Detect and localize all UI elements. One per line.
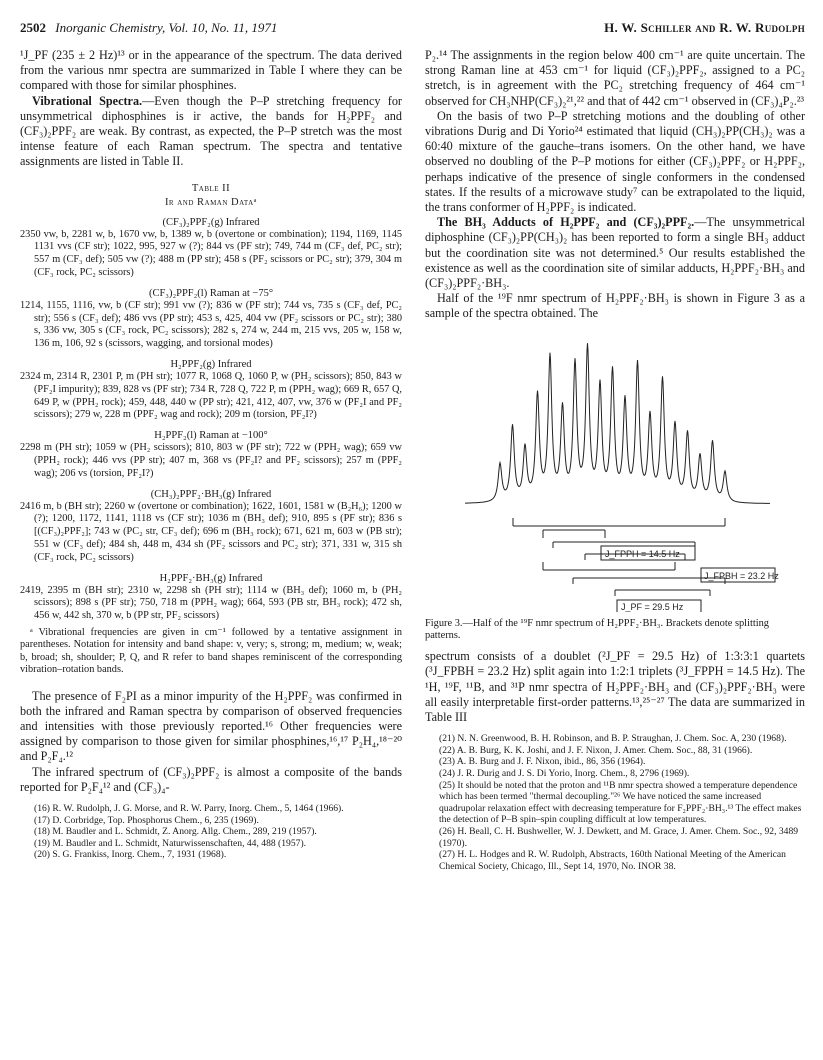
left-column — [20, 48, 402, 861]
paragraph: Half of the ¹⁹F nmr spectrum of H₂PPF₂·BH₃ is shown in Figure 3 as a sample of the spectra obtained. The — [425, 291, 805, 321]
table-section-body: 2350 vw, b, 2281 w, b, 1670 vw, b, 1389 w, b (overtone or combination); 1194, 1169, 1145 1131 vvs (CF str); 1022, 995, 927 w (?); 844 vs (PF str); 749, 744 m (CF₃ def, PC₂ str); 557 m (CF₃ def); 505 vw (?); 488 m (PP str); 458 s (PF₂ scissors or PC₂ str); 379, 304 m (CF₃ rock, PC₂ scissors) — [20, 228, 402, 279]
table-section-title: H₂PPF₂(l) Raman at −100° — [154, 430, 268, 442]
reference-item: (16) R. W. Rudolph, J. G. Morse, and R. W. Parry, Inorg. Chem., 5, 1464 (1966). — [34, 803, 344, 814]
table-section-body: 2324 m, 2314 R, 2301 P, m (PH str); 1077 R, 1068 Q, 1060 P, w (PH₂ scissors); 850, 843 w (PF₂I impurity); 839, 828 vs (PF str); 734 R, 728 Q, 722 P, m (PPH₂ wag); 669 R, 657 Q, 649 P, w (PPH₂ rock); 459, 448, 440 w (PP str); 421, 412, 407, vw, 376 w (PF₂I and PF₂ scissors); 279 w, 228 m (PPF₂ wag and rock); 209 m (torsion, PF₂I?) — [20, 371, 402, 421]
references-right — [425, 733, 805, 872]
paragraph-vibrational — [20, 94, 402, 170]
table-section-body: 2298 m (PH str); 1059 w (PH₂ scissors); 810, 803 w (PF str); 722 w (PPH₂ wag); 659 vw (PPH₂ rock); 446 vvs (PP str); 407 m, 368 vs (PF₂I? and PF₂ scissors); 257 m (PPF₂ wag); 206 vs (torsion, PF₂I?) — [20, 442, 402, 479]
coupling-label-pf: J_PF = 29.5 Hz — [621, 601, 684, 612]
section-text: —The unsymmetrical diphosphine (CF₃)₂PP(CH₃)₂ has been reported to form a single BH₃ adduct but the coordination site was not determined.⁵ Our results established the existence as well as the coordination site of similar adducts, H₂PPF₂·BH₃ and (CF₃)₂PPF₂·BH₃. — [425, 215, 805, 291]
table-section-title: (CF₃)₂PPF₂(g) Infrared — [162, 216, 260, 228]
bracket — [573, 578, 725, 584]
coupling-label-fpbh: J_FPBH = 23.2 Hz — [704, 570, 779, 581]
table-section-title: (CF₃)₂PPF₂(l) Raman at −75° — [148, 287, 274, 299]
bracket — [543, 530, 605, 538]
reference-item: (21) N. N. Greenwood, B. H. Robinson, and B. P. Straughan, J. Chem. Soc. A, 230 (1968). — [439, 733, 787, 745]
table-section-body: 1214, 1155, 1116, vw, b (CF str); 991 vw (?); 836 w (PF str); 744 vs, 735 s (CF₃ def, PC₂ str); 556 s (CF₃ def); 486 vvs (PP str); 453 s, 425, 404 vw (PF₂ scissors or PC₂ str); 380 s, 336 vw, 305 s (CF₃ rock, PC₂ scissors); 282 s, 274 w, 244 m, 215 vvs, 205 w, 158 w, 136 m, 106, 92 s (scissors, wagging, and torsional modes) — [20, 299, 402, 350]
running-authors: H. W. Schiller and R. W. Rudolph — [604, 20, 805, 35]
reference-item: (19) M. Baudler and L. Schmidt, Naturwissenschaften, 44, 488 (1957). — [34, 837, 307, 849]
section-heading: Vibrational Spectra. — [32, 93, 143, 108]
reference-item: (22) A. B. Burg, K. K. Joshi, and J. F. Nixon, J. Amer. Chem. Soc., 88, 31 (1966). — [439, 744, 753, 756]
table-title: Table II — [191, 182, 231, 194]
paragraph: The infrared spectrum of (CF₃)₂PPF₂ is almost a composite of the bands reported for P₂F₄¹² and (CF₃)₄- — [20, 764, 402, 794]
section-text: —Even though the P–P stretching frequency for unsymmetrical diphosphines is ir active, the bands for H₂PPF₂ and (CF₃)₂PPF₂ are weak. By contrast, as expected, the P–P stretch was the most intense feature of each Raman spectrum. The spectra and tentative assignments are listed in Table II. — [20, 93, 402, 169]
splitting-brackets — [513, 518, 775, 612]
nmr-spectrum-plot — [425, 332, 805, 612]
paragraph-bh3 — [425, 215, 805, 291]
reference-item: (23) A. B. Burg and J. F. Nixon, ibid., 86, 356 (1964). — [439, 756, 646, 768]
table-section-title: H₂PPF₂(g) Infrared — [170, 359, 252, 370]
journal-citation: Inorganic Chemistry, Vol. 10, No. 11, 1971 — [55, 20, 278, 35]
table-section-title: H₂PPF₂·BH₃(g) Infrared — [159, 572, 263, 584]
reference-item: (18) M. Baudler and L. Schmidt, Z. Anorg. Allg. Chem., 289, 219 (1957). — [34, 826, 317, 838]
page-number: 2502 — [20, 20, 46, 35]
table-section-title: (CH₃)₂PPF₂·BH₃(g) Infrared — [150, 488, 272, 500]
reference-item: (17) D. Corbridge, Top. Phosphorus Chem., 6, 235 (1969). — [34, 814, 259, 826]
spectrum-trace — [465, 343, 770, 503]
bracket — [513, 518, 725, 526]
figure-caption: Figure 3.—Half of the ¹⁹F nmr spectrum of H₂PPF₂·BH₃. Brackets denote splitting patterns. — [425, 617, 770, 642]
bracket — [543, 562, 675, 570]
reference-item: (27) H. L. Hodges and R. W. Rudolph, Abstracts, 160th National Meeting of the American Chemical Society, Chicago, Ill., Sept 14, 1970, No. INOR 38. — [439, 849, 786, 872]
table-section-body: 2419, 2395 m (BH str); 2310 w, 2298 sh (PH str); 1114 w (BH₃ def); 1060 m, b (PH₂ scissors); 898 s (PF str); 750, 718 m (PPH₂ wag); 664, 593 (PB str, BH₃ rock); 472 sh, 456 w, 442 sh, 370 w, b (PP str, PF₂ scissors) — [20, 584, 402, 622]
reference-item: (20) S. G. Frankiss, Inorg. Chem., 7, 1931 (1968). — [34, 849, 227, 861]
references-left — [20, 803, 402, 861]
paragraph: P₂.¹⁴ The assignments in the region below 400 cm⁻¹ are quite uncertain. The strong Raman line at 453 cm⁻¹ for liquid (CF₃)₂PPF₂, assigned to a PC₂ stretch, is in agreement with the PC₂ stretching frequency of 464 cm⁻¹ observed for CH₃NHP(CF₃)₂²¹,²² and that of 442 cm⁻¹ observed in (CF₃)₄P₂.²³ — [425, 48, 805, 108]
paragraph: The presence of F₂PI as a minor impurity of the H₂PPF₂ was confirmed in both the infrared and Raman spectra by comparison of observed frequencies and intensities with those previously reported.¹⁶ Other frequencies were assigned by comparison to those given for similar phosphines,¹⁶,¹⁷ P₂H₄,¹⁸⁻²⁰ and P₂F₄.¹² — [20, 688, 402, 764]
paragraph: On the basis of two P–P stretching motions and the doubling of other vibrations Durig and Di Yorio²⁴ estimated that liquid (CH₃)₂PP(CH₃)₂ was a 60:40 mixture of the gauche–trans isomers. On the other hand, we have observed no doubling of the P–P motions for either (CF₃)₂PPF₂ or H₂PPF₂, perhaps indicative of the presence of single conformers in the condensed states. If the results of a microwave study⁷ can be extrapolated to the liquid, the trans conformer of H₂PPF₂ is indicated. — [425, 108, 805, 215]
section-heading: The BH₃ Adducts of H₂PPF₂ and (CF₃)₂PPF₂. — [437, 215, 695, 230]
reference-item: (26) H. Beall, C. H. Bushweller, W. J. Dewkett, and M. Grace, J. Amer. Chem. Soc., 92, 3489 (1970). — [439, 826, 799, 849]
coupling-label-fpph: J_FPPH = 14.5 Hz — [605, 548, 680, 559]
table-footnote: ᵃ Vibrational frequencies are given in cm⁻¹ followed by a tentative assignment in parentheses. Notation for intensity and band shape: v, very; s, strong; m, medium; w, weak; b, broad; sh, shoulder; P, Q, and R refer to band shapes reminiscent of the corresponding vibration–rotation bands. — [20, 626, 402, 676]
table-subtitle: Ir and Raman Dataᵃ — [164, 196, 258, 208]
right-column — [425, 48, 805, 872]
table-section-body: 2416 m, b (BH str); 2260 w (overtone or combination); 1622, 1601, 1581 w (B₂H₆); 1200 w (?); 1200, 1172, 1141, 1118 vs (CF str); 1036 m (BH₃ def); 910, 895 s (PF str); 836 s [(CF₃)₂PPF₂]; 743 w (PC₂ str, CF₃ def); 696 m (BH₃ rock); 671, 621 m, 603 w (PB str); 551 w (CF₃ def); 484 sh, 448 m, 434 sh (PF₂ scissors and PC₂ str); 371, 331 w, 315 sh (CF₃ rock, PC₂ scissors) — [20, 500, 402, 563]
reference-item: (25) It should be noted that the proton and ¹¹B nmr spectra showed a temperature dependence which has been termed "thermal decoupling."²⁶ We have noticed the same increased quadrupolar relaxation effect with decreasing temperature for F₂PPF₂·BH₃.¹³ The effect makes the detection of P–B spin–spin coupling difficult at low temperatures. — [439, 779, 802, 826]
paragraph: spectrum consists of a doublet (²J_PF = 29.5 Hz) of 1:3:3:1 quartets (³J_FPBH = 23.2 Hz) split again into 1:2:1 triplets (³J_FPPH = 14.5 Hz). The ¹H, ¹⁹F, ¹¹B, and ³¹P nmr spectra of H₂PPF₂·BH₃ and (CF₃)₂PPF₂·BH₃ were all easily interpretable first-order patterns.¹³,²⁵⁻²⁷ The data are summarized in Table III — [425, 649, 805, 725]
bracket — [553, 542, 695, 548]
figure-3-nmr-spectrum — [425, 332, 805, 612]
reference-item: (24) J. R. Durig and J. S. Di Yorio, Inorg. Chem., 8, 2796 (1969). — [439, 768, 690, 780]
running-header — [20, 20, 805, 38]
bracket — [615, 590, 710, 596]
paragraph: ¹J_PF (235 ± 2 Hz)¹³ or in the appearance of the spectrum. The data derived from the various nmr spectra are summarized in Table I where they can be compared with those for similar phosphines. — [20, 48, 402, 93]
